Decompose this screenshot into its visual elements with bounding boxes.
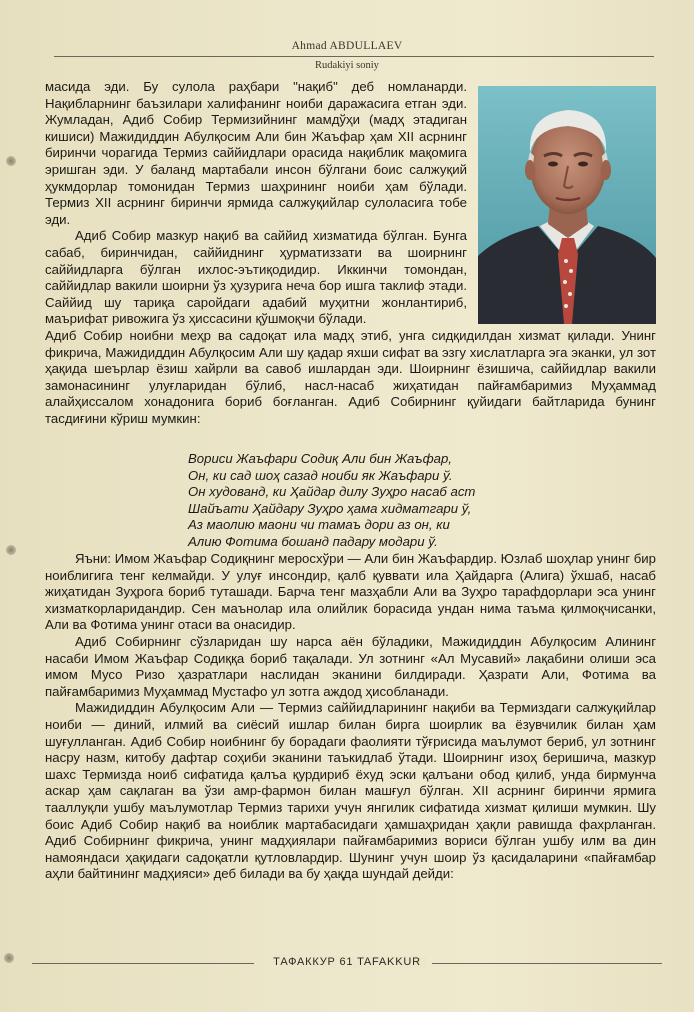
column-text-block — [45, 79, 467, 328]
poem-line: Алию Фотима бошанд падару модари ў. — [188, 533, 438, 549]
paragraph: Адиб Собир мазкур нақиб ва саййид хизматида бўлган. Бунга сабаб, биринчидан, саййиднинг ҳурматиззати ва шоирнинг саййидларга бўлган ихлос-эътиқодидир. Иккинчи томондан, саййидлар вакили шоирни ўз ҳузурига неча бор ишга таклиф этади. Саййид шу тариқа саройдаги адабий муҳитни жонлантириб, маърифат ривожига ўз ҳиссасини қўшмоқчи бўлади. — [45, 228, 467, 327]
author-portrait-photo — [478, 86, 656, 324]
author-name: Ahmad ABDULLAEV — [291, 40, 403, 52]
page-footer — [0, 956, 694, 968]
page-header — [0, 36, 694, 54]
paragraph: Адиб Собирнинг сўзларидан шу нарса аён бўладики, Мажидиддин Абулқосим Алининг насаби Имом Жаъфар Содиққа бориб тақалади. Ул зотнинг «Ал Мусавий» лақабини олиши эса имом Мусо Ризо ҳазратлари наслидан эканини билдиради. Ҳазрати Али, Фотима ва пайғамбаримиз Муҳаммад Мустафо ул зотга аждод ҳисобланади. — [45, 633, 656, 699]
poem-verse — [188, 451, 608, 551]
binding-hole-icon — [6, 545, 16, 555]
poem-line: Он худованд, ки Ҳайдар дилу Зуҳро насаб аст — [188, 484, 476, 500]
poem-line: Шайъати Ҳайдару Зуҳро ҳама хидматгари ў, — [188, 500, 472, 516]
header-subtitle: Rudakiyi soniy — [315, 60, 379, 71]
poem-line: Аз маолию маони чи тамаъ дори аз он, ки — [188, 517, 450, 533]
binding-hole-icon — [6, 156, 16, 166]
paragraph: Мажидиддин Абулқосим Али — Термиз саййидларининг нақиби ва Термиздаги салжуқийлар ноиби — диний, илмий ва сиёсий ишлар билан бирга шоирлик ва ёзувчилик билан ҳам шуғулланган. Адиб Собир ноибнинг бу борадаги фаолияти тўғрисида маълумот бериб, ул зотнинг насру назм, китобу дафтар соҳиби эканини таъкидлаб ўтади. Шоирнинг изоҳ беришича, мазкур шахс Термизда ноиб сифатида қалъа қурдириб ёхуд эски қалъани обод қилиб, унда бирмунча аскар ҳам сақлаган ва ўзи амр-фармон билан машғул бўлган. XII асрнинг биринчи ярмига тааллуқли ушбу маълумотлар Термиз тарихи учун янгилик сифатида хизмат қилиши мумкин. Шу боис Адиб Собир нақиб ва ноиблик мартабасидаги ҳамшаҳридан ҳақли равишда фахрланган. Адиб Собирнинг фикрича, унинг мадҳиялари пайғамбаримиз вориси бўлган ушбу илм ва дин намояндаси ҳақидаги садоқатли қутловлардир. Шунинг учун шоир ўз қасидаларини «пайғамбар аҳли байтининг мадҳияси» деб билади ва бу ҳақда шундай дейди: — [45, 700, 656, 882]
footer-label: ТАФАККУР 61 TAFAKKUR — [267, 956, 427, 968]
body-text-block — [45, 551, 656, 883]
paragraph: масида эди. Бу сулола раҳбари "нақиб" деб номланарди. Нақибларнинг баъзилари халифанинг ноиби даражасига етган эди. Жумладан, Адиб Собир Термизийнинг мамдўҳи (мадҳ этадиган кишиси) Мажидиддин Абулқосим Али бин Жаъфар ҳам XII асрнинг биринчи чорагида Термиз саййидлари орасида нақиблик мақомига эришган эди. У баланд мартабали инсон бўлгани боис салжуқий ҳукмдорлар томонидан Термиз шаҳрининг ноиби ҳам бўлади. Термиз XII асрнинг биринчи ярмида салжуқийлар сулоласига тобе эди. — [45, 79, 467, 227]
poem-line: Вориси Жаъфари Содиқ Али бин Жаъфар, — [188, 451, 452, 466]
paragraph: Яъни: Имом Жаъфар Содиқнинг меросхўри — Али бин Жаъфардир. Юзлаб шоҳлар унинг бир ноиблигига тенг келмайди. У улуғ инсондир, қалб қуввати ила Ҳайдарга (Алига) ўхшаб, насаб жиҳатидан Зуҳрога бориб туташади. Барча тенг мазҳабли Али ва Зуҳро тарафдорлари эса унинг хизматкорларидандир. Сен маънолар ила олийлик борасида ундан нима таъма қилмоқчисанки, Али ва Фотима унинг отаси ва онасидир. — [45, 551, 656, 633]
portrait-illustration — [478, 86, 656, 324]
full-width-text-block — [45, 328, 656, 428]
paragraph: Адиб Собир ноибни меҳр ва садоқат ила мадҳ этиб, унга сидқидилдан хизмат қилади. Унинг фикрича, Мажидиддин Абулқосим Али шу қадар яхши сифат ва эзгу хислатларга эга эканки, ул зот ҳақида шеърлар ёзиш хайрли ва савоб ишлардан эди. Шоирнинг ёзишича, саййидлар вакили замонасининг улуғларидан бўлиб, насл-насаб жиҳатидан пайғамбаримиз Муҳаммад алайҳиссалом хонадонига бориб боғланган. Адиб Собирнинг қуйидаги байтларида бунинг тасдиғини кўриш мумкин: — [45, 328, 656, 426]
header-rule — [54, 56, 654, 57]
poem-line: Он, ки сад шоҳ сазад ноиби як Жаъфари ў. — [188, 467, 453, 483]
binding-hole-icon — [4, 953, 14, 963]
